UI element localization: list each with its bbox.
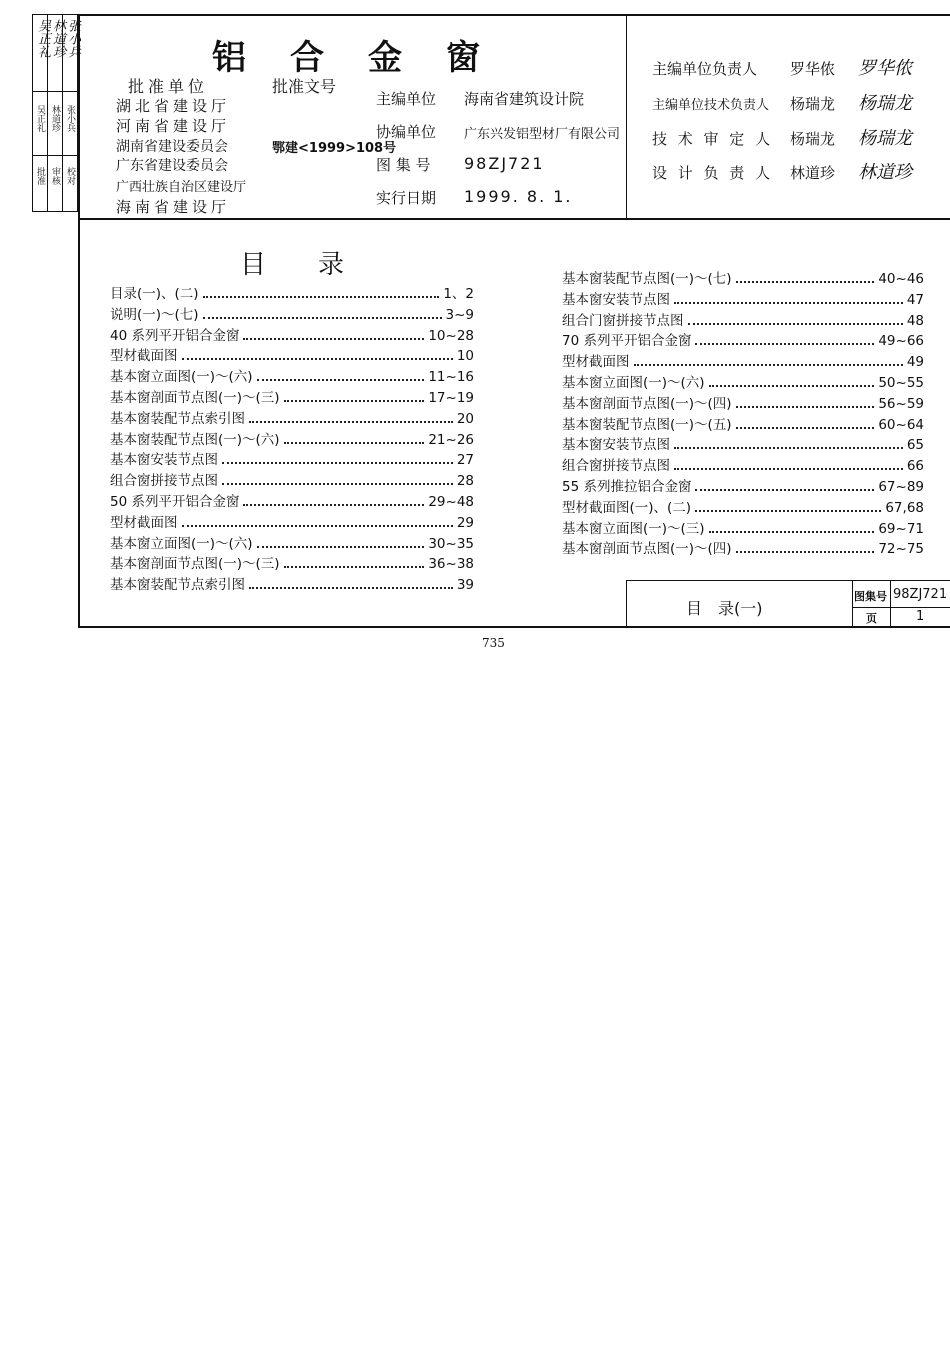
- toc-leader-dots: [634, 363, 903, 366]
- toc-entry-label: 基本窗装配节点图(一)～(六): [110, 431, 280, 448]
- toc-leader-dots: [695, 488, 874, 491]
- toc-entry-label: 说明(一)～(七): [110, 306, 199, 323]
- toc-leader-dots: [284, 565, 425, 568]
- handwritten-sign-3: 张小兵: [65, 19, 80, 58]
- toc-leader-dots: [284, 441, 425, 444]
- toc-entry: [562, 309, 924, 329]
- toc-entry-label: 基本窗立面图(一)～(三): [562, 520, 705, 537]
- toc-entry-label: 基本窗剖面节点图(一)～(三): [110, 390, 280, 406]
- field-label-co: 协编单位: [376, 123, 437, 141]
- toc-entry-page: 27: [456, 452, 474, 469]
- signature-1: 罗华侬: [858, 58, 912, 79]
- toc-entry-page: 47: [906, 291, 924, 308]
- toc-entry-page: 39: [456, 577, 474, 594]
- toc-leader-dots: [695, 342, 874, 345]
- toc-entry: [562, 288, 924, 308]
- toc-entry-label: 组合门窗拼接节点图: [562, 312, 684, 329]
- field-label-date: 实行日期: [376, 189, 437, 207]
- side-role-3: 校对: [65, 167, 75, 185]
- toc-entry-label: 70 系列平开铝合金窗: [562, 333, 692, 350]
- name-3: 杨瑞龙: [790, 130, 836, 148]
- toc-entry-page: 36~38: [428, 556, 474, 573]
- toc-entry: [562, 350, 924, 370]
- toc-entry-page: 48: [906, 312, 924, 329]
- toc-entry-page: 67,68: [885, 499, 924, 516]
- toc-leader-dots: [709, 384, 875, 387]
- title-block-page-label: 页: [866, 612, 877, 625]
- toc-entry: [562, 496, 924, 516]
- toc-entry: [110, 532, 474, 552]
- toc-leader-dots: [688, 322, 903, 325]
- toc-entry-page: 3~9: [445, 306, 474, 323]
- toc-entry-label: 基本窗剖面节点图(一)～(四): [562, 541, 732, 558]
- toc-entry: [110, 407, 474, 427]
- signature-3: 杨瑞龙: [858, 128, 912, 149]
- toc-entry: [562, 537, 924, 557]
- toc-entry: [110, 490, 474, 510]
- toc-entry-label: 型材截面图(一)、(二): [562, 499, 692, 516]
- approval-unit-1: 湖北省建设厅: [116, 97, 231, 115]
- toc-entry-page: 56~59: [878, 395, 924, 412]
- header-right-divider: [626, 14, 627, 218]
- toc-entry-page: 17~19: [428, 390, 474, 406]
- header-divider: [78, 218, 950, 220]
- toc-entry-label: 基本窗安装节点图: [110, 452, 218, 469]
- toc-entry-page: 66: [906, 458, 924, 475]
- handwritten-sign-1: 吴正礼: [35, 19, 50, 58]
- toc-entry-page: 50~55: [878, 375, 924, 391]
- toc-entry: [110, 303, 474, 323]
- field-value-date: 1999. 8. 1.: [464, 187, 573, 206]
- toc-entry-label: 55 系列推拉铝合金窗: [562, 479, 692, 495]
- toc-leader-dots: [674, 446, 903, 449]
- toc-entry-label: 型材截面图: [562, 354, 630, 371]
- toc-entry-label: 40 系列平开铝合金窗: [110, 327, 240, 344]
- toc-entry: [110, 282, 474, 302]
- toc-leader-dots: [674, 467, 903, 470]
- toc-entry-label: 型材截面图: [110, 514, 178, 531]
- toc-entry-page: 49~66: [878, 333, 924, 350]
- toc-entry-page: 10: [456, 348, 474, 365]
- side-name-1: 吴正礼: [35, 105, 45, 132]
- toc-entry-page: 1、2: [443, 286, 474, 302]
- page-number: 735: [482, 636, 505, 650]
- toc-leader-dots: [736, 280, 875, 283]
- toc-entry-page: 11~16: [428, 369, 474, 386]
- toc-leader-dots: [182, 524, 453, 527]
- toc-leader-dots: [222, 482, 453, 485]
- toc-entry-label: 基本窗装配节点图(一)～(七): [562, 271, 732, 287]
- title-block-name: 目 录(一): [686, 599, 763, 618]
- toc-entry: [110, 324, 474, 344]
- name-1: 罗华侬: [790, 60, 836, 78]
- title-block-page-value: 1: [916, 609, 925, 624]
- toc-entry-page: 29: [456, 514, 474, 531]
- title-block-mid2: [890, 580, 891, 627]
- toc-entry-page: 21~26: [428, 431, 474, 448]
- toc-entry-label: 基本窗安装节点图: [562, 437, 670, 454]
- toc-entry-label: 组合窗拼接节点图: [562, 458, 670, 475]
- toc-entry-page: 40~46: [878, 271, 924, 287]
- toc-entry-label: 基本窗装配节点索引图: [110, 577, 245, 594]
- toc-leader-dots: [249, 420, 453, 423]
- toc-entry: [110, 365, 474, 385]
- toc-entry-label: 基本窗立面图(一)～(六): [562, 375, 705, 391]
- signature-2: 杨瑞龙: [858, 93, 912, 114]
- toc-entry: [562, 475, 924, 495]
- title-block-atlas-label: 图集号: [854, 590, 887, 603]
- toc-entry: [110, 573, 474, 593]
- toc-entry-page: 29~48: [428, 494, 474, 510]
- approval-doc-number: 鄂建<1999>108号: [272, 141, 397, 156]
- toc-leader-dots: [709, 530, 875, 533]
- role-1: 主编单位负责人: [652, 60, 758, 78]
- toc-entry: [110, 511, 474, 531]
- toc-entry-page: 67~89: [878, 479, 924, 495]
- approval-unit-3: 湖南省建设委员会: [116, 139, 228, 155]
- title-block-atlas-value: 98ZJ721: [893, 587, 948, 602]
- toc-entry: [110, 448, 474, 468]
- approval-unit-6: 海南省建设厅: [116, 198, 231, 216]
- signature-side-strip: [32, 14, 78, 212]
- toc-entry-label: 组合窗拼接节点图: [110, 473, 218, 490]
- toc-leader-dots: [674, 301, 903, 304]
- toc-leader-dots: [243, 503, 424, 506]
- toc-leader-dots: [243, 337, 424, 340]
- toc-entry-page: 20: [456, 410, 474, 427]
- toc-entry-page: 30~35: [428, 535, 474, 552]
- side-name-2: 林道珍: [50, 105, 60, 132]
- toc-entry: [562, 371, 924, 391]
- toc-entry: [562, 413, 924, 433]
- toc-leader-dots: [182, 357, 453, 360]
- field-value-chief: 海南省建筑设计院: [464, 90, 585, 108]
- name-4: 林道珍: [790, 164, 836, 182]
- toc-entry: [110, 552, 474, 572]
- toc-entry: [562, 517, 924, 537]
- toc-entry: [110, 469, 474, 489]
- approval-unit-5: 广西壮族自治区建设厅: [116, 180, 247, 195]
- toc-entry: [562, 267, 924, 287]
- side-role-1: 批准: [35, 167, 45, 185]
- title-block-top: [626, 580, 950, 581]
- toc-entry-page: 10~28: [428, 327, 474, 344]
- toc-leader-dots: [249, 586, 453, 589]
- toc-entry-label: 基本窗立面图(一)～(六): [110, 535, 253, 552]
- toc-entry-page: 72~75: [878, 541, 924, 558]
- page-title: 铝合金窗: [212, 38, 524, 78]
- toc-leader-dots: [736, 426, 875, 429]
- toc-entry: [562, 433, 924, 453]
- toc-entry-label: 基本窗剖面节点图(一)～(三): [110, 556, 280, 573]
- field-value-atlas: 98ZJ721: [464, 154, 545, 173]
- toc-leader-dots: [695, 509, 881, 512]
- toc-entry: [110, 386, 474, 406]
- name-2: 杨瑞龙: [790, 95, 836, 113]
- toc-leader-dots: [222, 461, 453, 464]
- approval-unit-label: 批准单位: [128, 77, 209, 96]
- toc-entry-page: 60~64: [878, 416, 924, 433]
- handwritten-sign-2: 林道珍: [50, 19, 65, 58]
- side-role-2: 审核: [50, 167, 60, 185]
- toc-entry-label: 基本窗剖面节点图(一)～(四): [562, 395, 732, 412]
- toc-leader-dots: [284, 399, 425, 402]
- title-block-left: [626, 580, 627, 627]
- toc-entry-label: 型材截面图: [110, 348, 178, 365]
- toc-entry-label: 基本窗装配节点图(一)～(五): [562, 416, 732, 433]
- toc-entry: [110, 428, 474, 448]
- toc-leader-dots: [257, 545, 425, 548]
- title-block-mid: [852, 580, 853, 627]
- toc-entry-label: 基本窗立面图(一)～(六): [110, 369, 253, 386]
- side-name-3: 张小兵: [65, 105, 75, 132]
- toc-entry-label: 基本窗安装节点图: [562, 291, 670, 308]
- toc-entry-label: 50 系列平开铝合金窗: [110, 494, 240, 510]
- field-label-atlas: 图 集 号: [376, 156, 431, 174]
- toc-entry-page: 65: [906, 437, 924, 454]
- toc-heading: 目 录: [240, 250, 345, 280]
- toc-entry-page: 49: [906, 354, 924, 371]
- field-value-co: 广东兴发铝型材厂有限公司: [464, 127, 621, 142]
- approval-unit-2: 河南省建设厅: [116, 117, 231, 135]
- approval-unit-4: 广东省建设委员会: [116, 158, 228, 174]
- toc-leader-dots: [203, 295, 440, 298]
- toc-entry: [562, 329, 924, 349]
- toc-entry-label: 目录(一)、(二): [110, 286, 199, 302]
- title-block-row: [852, 607, 950, 608]
- toc-leader-dots: [257, 378, 425, 381]
- toc-entry: [562, 392, 924, 412]
- toc-entry-page: 69~71: [878, 520, 924, 537]
- toc-entry: [562, 454, 924, 474]
- role-2: 主编单位技术负责人: [652, 98, 770, 113]
- toc-leader-dots: [203, 316, 442, 319]
- signature-4: 林道珍: [858, 162, 912, 183]
- toc-leader-dots: [736, 405, 875, 408]
- role-3: 技 术 审 定 人: [652, 130, 774, 148]
- toc-leader-dots: [736, 550, 875, 553]
- toc-entry-label: 基本窗装配节点索引图: [110, 410, 245, 427]
- toc-entry: [110, 344, 474, 364]
- field-label-chief: 主编单位: [376, 90, 437, 108]
- toc-entry-page: 28: [456, 473, 474, 490]
- approval-doc-label: 批准文号: [272, 77, 337, 96]
- role-4: 设 计 负 责 人: [652, 164, 774, 182]
